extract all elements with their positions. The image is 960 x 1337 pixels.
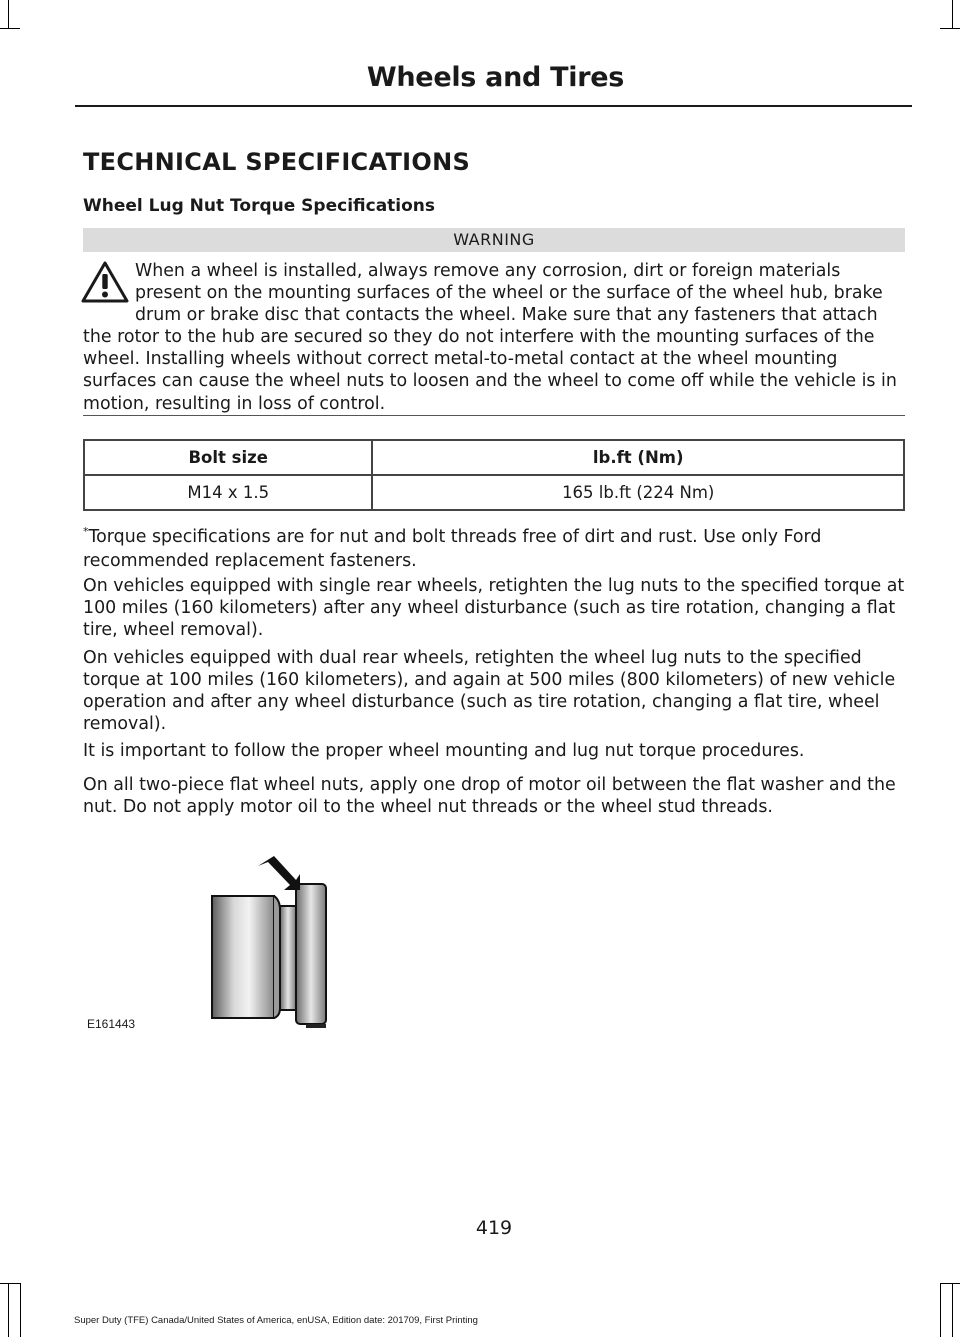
subsection-title: Wheel Lug Nut Torque Specifications bbox=[83, 196, 436, 216]
torque-cell: 165 lb.ft (224 Nm) bbox=[372, 475, 904, 510]
crop-mark bbox=[952, 1283, 953, 1337]
column-header-bolt-size: Bolt size bbox=[84, 440, 372, 475]
warning-label: WARNING bbox=[83, 228, 905, 252]
crop-mark bbox=[940, 1283, 960, 1284]
table-row bbox=[84, 475, 904, 510]
footnote-text: Torque specifications are for nut and bolt threads free of dirt and rust. Use only Ford recommended replacement fasteners. bbox=[83, 526, 822, 571]
warning-divider bbox=[83, 415, 905, 416]
header-divider bbox=[75, 105, 912, 107]
column-header-torque: lb.ft (Nm) bbox=[372, 440, 904, 475]
page-number: 419 bbox=[475, 1217, 513, 1239]
warning-text: When a wheel is installed, always remove any corrosion, dirt or foreign materials present on the mounting surfaces of the wheel or the surface of the wheel hub, brake drum or brake disc that contacts the wheel. Make sure that any fasteners that attach the rotor to the hub are secured so they do not interfere with the mounting surfaces of the wheel. Installing wheels without correct metal-to-metal contact at the wheel mounting surfaces can cause the wheel nuts to loosen and the wheel to come off while the vehicle is in motion, resulting in loss of control. bbox=[83, 261, 897, 414]
footnote-marker: * bbox=[83, 525, 89, 538]
crop-mark bbox=[8, 0, 9, 28]
paragraph-motor-oil: On all two-piece flat wheel nuts, apply one drop of motor oil between the flat washer and the nut. Do not apply motor oil to the wheel nut threads or the wheel stud threads. bbox=[83, 775, 896, 818]
crop-mark bbox=[940, 1283, 941, 1337]
crop-mark bbox=[952, 0, 953, 28]
crop-mark bbox=[8, 1283, 9, 1337]
page-header-title: Wheels and Tires bbox=[366, 62, 624, 93]
crop-mark bbox=[0, 1283, 20, 1284]
wheel-nut-washer-icon bbox=[210, 850, 336, 1032]
crop-mark bbox=[940, 28, 960, 29]
crop-mark bbox=[20, 1283, 21, 1337]
footer-text: Super Duty (TFE) Canada/United States of America, enUSA, Edition date: 201709, First Printing bbox=[74, 1315, 478, 1326]
section-title: TECHNICAL SPECIFICATIONS bbox=[83, 148, 471, 176]
paragraph-procedure-note: It is important to follow the proper wheel mounting and lug nut torque procedures. bbox=[83, 741, 805, 761]
crop-mark bbox=[0, 28, 20, 29]
paragraph-single-rear-wheels: On vehicles equipped with single rear wheels, retighten the lug nuts to the specified torque at 100 miles (160 kilometers) after any wheel disturbance (such as tire rotation, changing a flat tire, wheel removal). bbox=[83, 576, 905, 641]
torque-spec-table bbox=[83, 439, 905, 511]
bolt-size-cell: M14 x 1.5 bbox=[84, 475, 372, 510]
paragraph-dual-rear-wheels: On vehicles equipped with dual rear wheels, retighten the wheel lug nuts to the specified torque at 100 miles (160 kilometers), and again at 500 miles (800 kilometers) of new vehicle operation and after any wheel disturbance (such as tire rotation, changing a flat tire, wheel removal). bbox=[83, 648, 896, 735]
figure-label: E161443 bbox=[87, 1017, 136, 1031]
table-header-row bbox=[84, 440, 904, 475]
footnote bbox=[83, 520, 905, 573]
